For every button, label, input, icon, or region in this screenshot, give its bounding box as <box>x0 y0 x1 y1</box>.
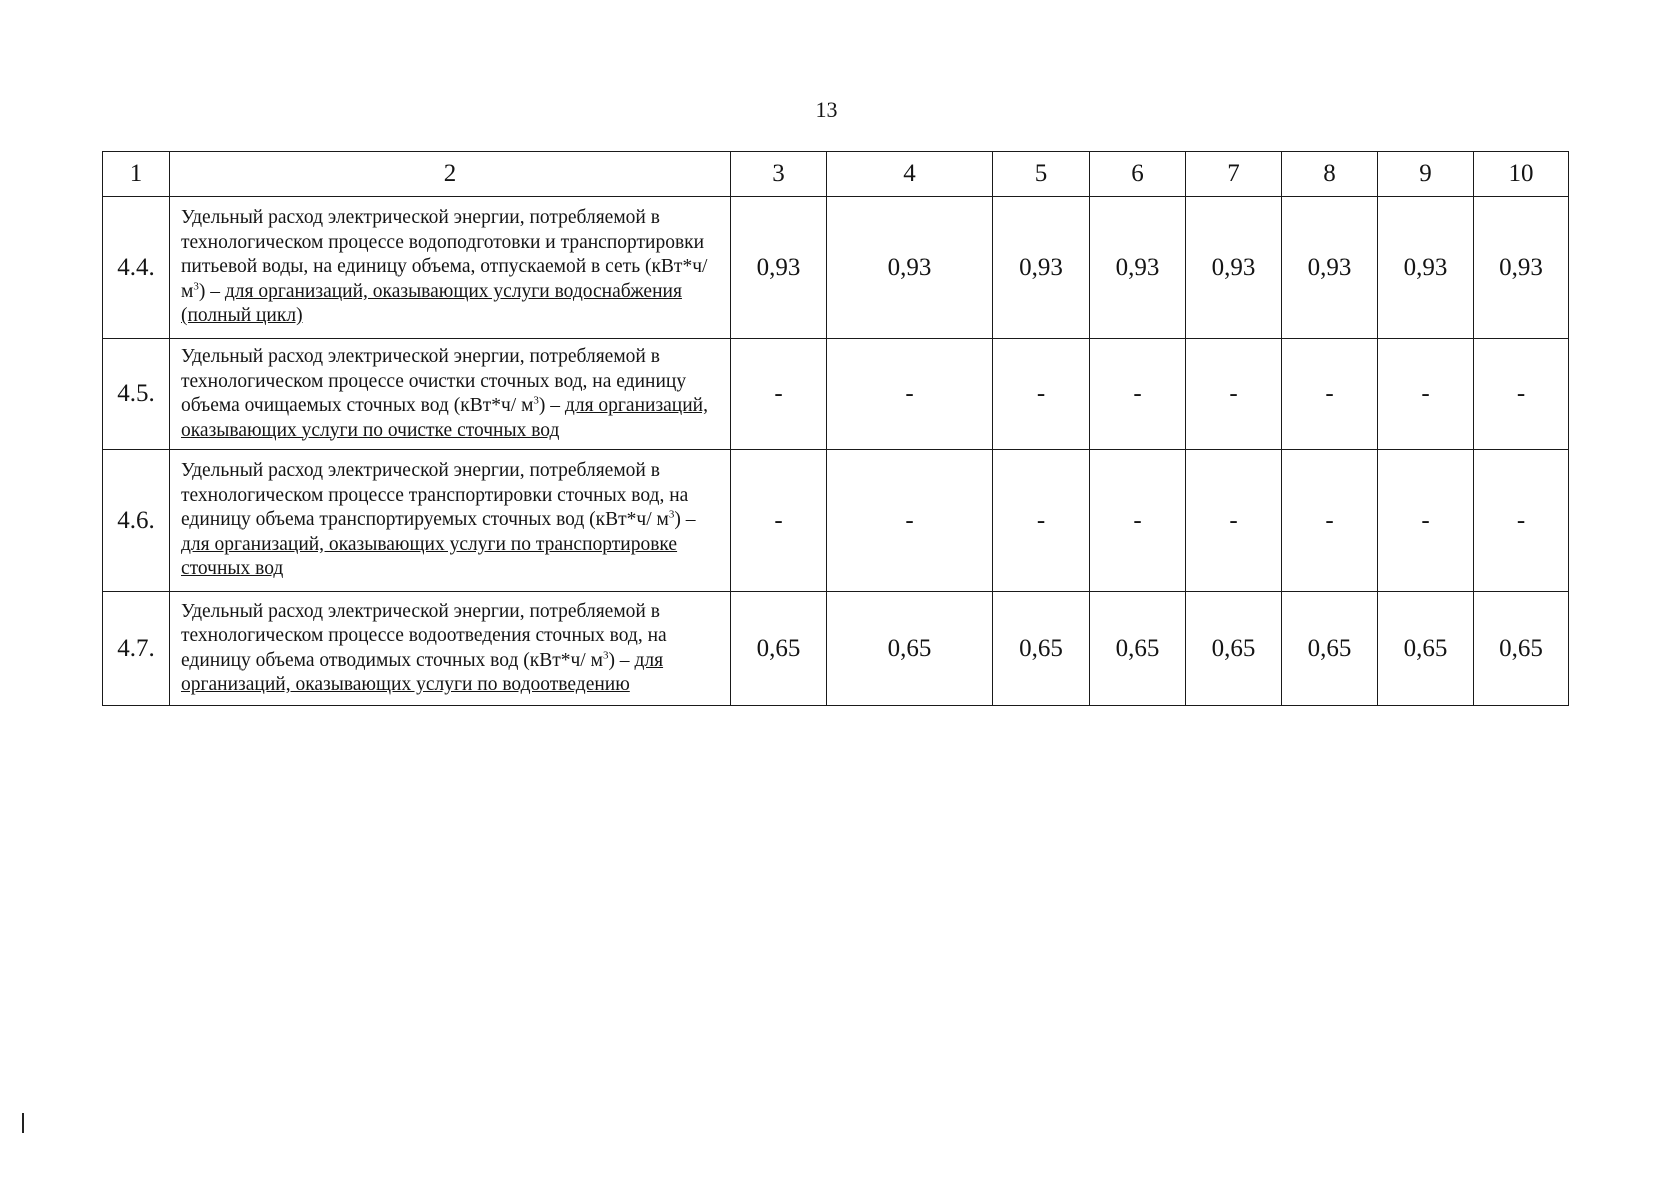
value-cell: 0,65 <box>993 592 1090 706</box>
table-row <box>103 450 1569 592</box>
header-cell: 2 <box>170 152 731 197</box>
row-number: 4.5. <box>103 339 170 450</box>
indicators-table <box>102 151 1569 706</box>
row-description <box>170 450 731 592</box>
header-cell: 9 <box>1378 152 1474 197</box>
header-cell: 10 <box>1474 152 1569 197</box>
margin-mark <box>22 1113 24 1133</box>
row-description <box>170 197 731 339</box>
header-cell: 8 <box>1282 152 1378 197</box>
header-cell: 7 <box>1186 152 1282 197</box>
value-cell: - <box>993 450 1090 592</box>
value-cell: 0,93 <box>1474 197 1569 339</box>
header-cell: 5 <box>993 152 1090 197</box>
value-cell: 0,65 <box>1282 592 1378 706</box>
description-text: Удельный расход электрической энергии, потребляемой в технологическом процессе транспортировки сточных вод, на единицу объема транспортируемых сточных вод (кВт*ч/ м <box>181 460 689 531</box>
value-cell: - <box>1282 450 1378 592</box>
page-number <box>0 97 1659 123</box>
header-cell: 3 <box>731 152 827 197</box>
row-number: 4.4. <box>103 197 170 339</box>
value-cell: - <box>731 339 827 450</box>
description-text: Удельный расход электрической энергии, потребляемой в технологическом процессе очистки сточных вод, на единицу объема очищаемых сточных вод (кВт*ч/ м <box>181 346 687 416</box>
value-cell: - <box>1090 450 1186 592</box>
row-description <box>170 339 731 450</box>
value-cell: 0,65 <box>1090 592 1186 706</box>
value-cell: 0,65 <box>1474 592 1569 706</box>
page-number-text: 13 <box>815 97 838 122</box>
value-cell: 0,65 <box>731 592 827 706</box>
header-cell: 4 <box>827 152 993 197</box>
value-cell: - <box>1378 450 1474 592</box>
superscript: 3 <box>193 280 199 293</box>
value-cell: 0,65 <box>827 592 993 706</box>
table-row <box>103 339 1569 450</box>
table-row <box>103 197 1569 339</box>
value-cell: - <box>827 450 993 592</box>
table-row <box>103 592 1569 706</box>
superscript: 3 <box>602 649 609 661</box>
superscript: 3 <box>668 508 675 521</box>
value-cell: 0,65 <box>1186 592 1282 706</box>
value-cell: - <box>1474 450 1569 592</box>
header-cell: 6 <box>1090 152 1186 197</box>
description-close: ) – <box>538 395 565 416</box>
description-underlined: для организаций, оказывающих услуги по водоотведению <box>181 649 664 695</box>
value-cell: 0,93 <box>993 197 1090 339</box>
value-cell: 0,93 <box>827 197 993 339</box>
value-cell: 0,65 <box>1378 592 1474 706</box>
table-header-row <box>103 152 1569 197</box>
description-underlined: для организаций, оказывающих услуги по транспортировке сточных вод <box>181 533 678 580</box>
value-cell: 0,93 <box>1378 197 1474 339</box>
description-text: Удельный расход электрической энергии, потребляемой в технологическом процессе водоотведения сточных вод, на единицу объема отводимых сточных вод (кВт*ч/ м <box>181 600 667 671</box>
row-description <box>170 592 731 706</box>
value-cell: 0,93 <box>1090 197 1186 339</box>
description-text: Удельный расход электрической энергии, потребляемой в технологическом процессе водоподготовки и транспортировки питьевой воды, на единицу объема, отпускаемой в сеть (кВт*ч/м <box>181 207 708 302</box>
value-cell: 0,93 <box>1186 197 1282 339</box>
value-cell: 0,93 <box>1282 197 1378 339</box>
value-cell: - <box>1378 339 1474 450</box>
description-underlined: для организаций, оказывающих услуги по очистке сточных вод <box>181 395 708 441</box>
description-close: ) – <box>674 509 696 531</box>
value-cell: - <box>731 450 827 592</box>
description-close: ) – <box>608 649 635 671</box>
value-cell: - <box>827 339 993 450</box>
value-cell: - <box>1186 339 1282 450</box>
value-cell: - <box>1090 339 1186 450</box>
row-number: 4.6. <box>103 450 170 592</box>
value-cell: - <box>1474 339 1569 450</box>
row-number: 4.7. <box>103 592 170 706</box>
value-cell: - <box>993 339 1090 450</box>
value-cell: - <box>1186 450 1282 592</box>
description-underlined: для организаций, оказывающих услуги водоснабжения (полный цикл) <box>181 280 682 327</box>
value-cell: - <box>1282 339 1378 450</box>
header-cell: 1 <box>103 152 170 197</box>
superscript: 3 <box>533 394 539 407</box>
description-close: ) – <box>198 280 225 302</box>
value-cell: 0,93 <box>731 197 827 339</box>
